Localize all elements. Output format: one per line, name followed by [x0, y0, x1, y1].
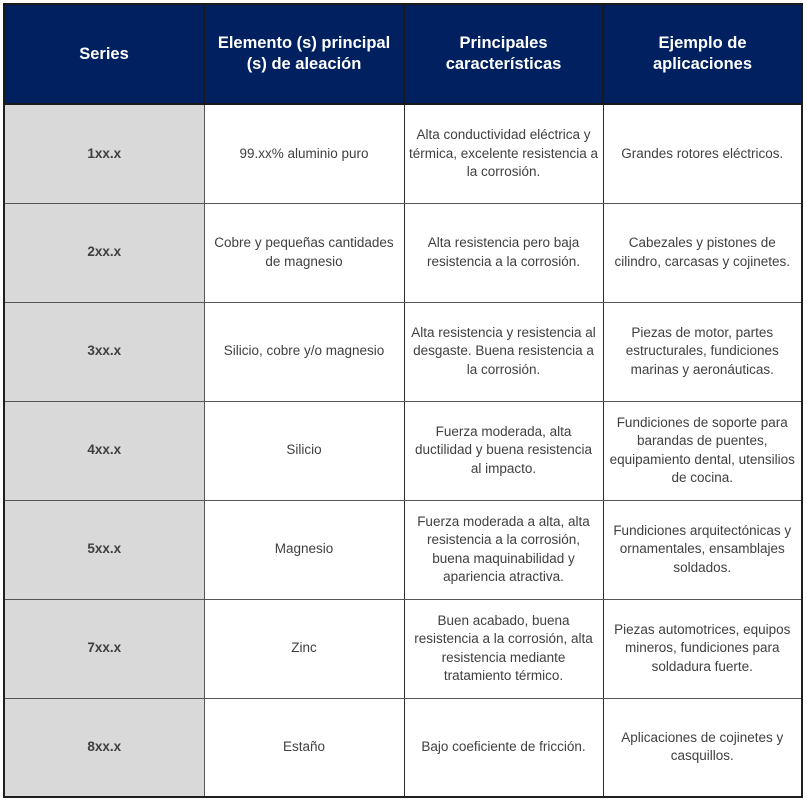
table-row — [4, 698, 802, 797]
applications-cell: Fundiciones de soporte para barandas de puentes, equipamiento dental, utensilios de cocina. — [603, 401, 802, 500]
applications-cell: Fundiciones arquitectónicas y ornamentales, ensamblajes soldados. — [603, 500, 802, 599]
alloy-series-table — [3, 3, 803, 798]
header-row — [4, 4, 802, 104]
header-series: Series — [4, 4, 204, 104]
applications-cell: Piezas de motor, partes estructurales, fundiciones marinas y aeronáuticas. — [603, 302, 802, 401]
header-element: Elemento (s) principal (s) de aleación — [204, 4, 404, 104]
element-cell: Zinc — [204, 599, 404, 698]
element-cell: Cobre y pequeñas cantidades de magnesio — [204, 203, 404, 302]
characteristics-cell: Alta resistencia y resistencia al desgaste. Buena resistencia a la corrosión. — [404, 302, 603, 401]
characteristics-cell: Bajo coeficiente de fricción. — [404, 698, 603, 797]
applications-cell: Aplicaciones de cojinetes y casquillos. — [603, 698, 802, 797]
characteristics-cell: Alta resistencia pero baja resistencia a la corrosión. — [404, 203, 603, 302]
series-cell: 8xx.x — [4, 698, 204, 797]
series-cell: 1xx.x — [4, 104, 204, 203]
table-row — [4, 302, 802, 401]
characteristics-cell: Fuerza moderada a alta, alta resistencia a la corrosión, buena maquinabilidad y apariencia atractiva. — [404, 500, 603, 599]
series-cell: 4xx.x — [4, 401, 204, 500]
table-row — [4, 104, 802, 203]
element-cell: Estaño — [204, 698, 404, 797]
table-row — [4, 500, 802, 599]
characteristics-cell: Fuerza moderada, alta ductilidad y buena resistencia al impacto. — [404, 401, 603, 500]
applications-cell: Cabezales y pistones de cilindro, carcasas y cojinetes. — [603, 203, 802, 302]
table-row — [4, 599, 802, 698]
series-cell: 3xx.x — [4, 302, 204, 401]
series-cell: 5xx.x — [4, 500, 204, 599]
characteristics-cell: Alta conductividad eléctrica y térmica, excelente resistencia a la corrosión. — [404, 104, 603, 203]
table-row — [4, 203, 802, 302]
table-header — [4, 4, 802, 104]
applications-cell: Piezas automotrices, equipos mineros, fundiciones para soldadura fuerte. — [603, 599, 802, 698]
element-cell: Silicio, cobre y/o magnesio — [204, 302, 404, 401]
header-characteristics: Principales características — [404, 4, 603, 104]
table-row — [4, 401, 802, 500]
series-cell: 7xx.x — [4, 599, 204, 698]
applications-cell: Grandes rotores eléctricos. — [603, 104, 802, 203]
element-cell: Magnesio — [204, 500, 404, 599]
alloy-series-table-container — [3, 3, 803, 798]
header-applications: Ejemplo de aplicaciones — [603, 4, 802, 104]
characteristics-cell: Buen acabado, buena resistencia a la corrosión, alta resistencia mediante tratamiento térmico. — [404, 599, 603, 698]
element-cell: Silicio — [204, 401, 404, 500]
table-body — [4, 104, 802, 797]
element-cell: 99.xx% aluminio puro — [204, 104, 404, 203]
series-cell: 2xx.x — [4, 203, 204, 302]
